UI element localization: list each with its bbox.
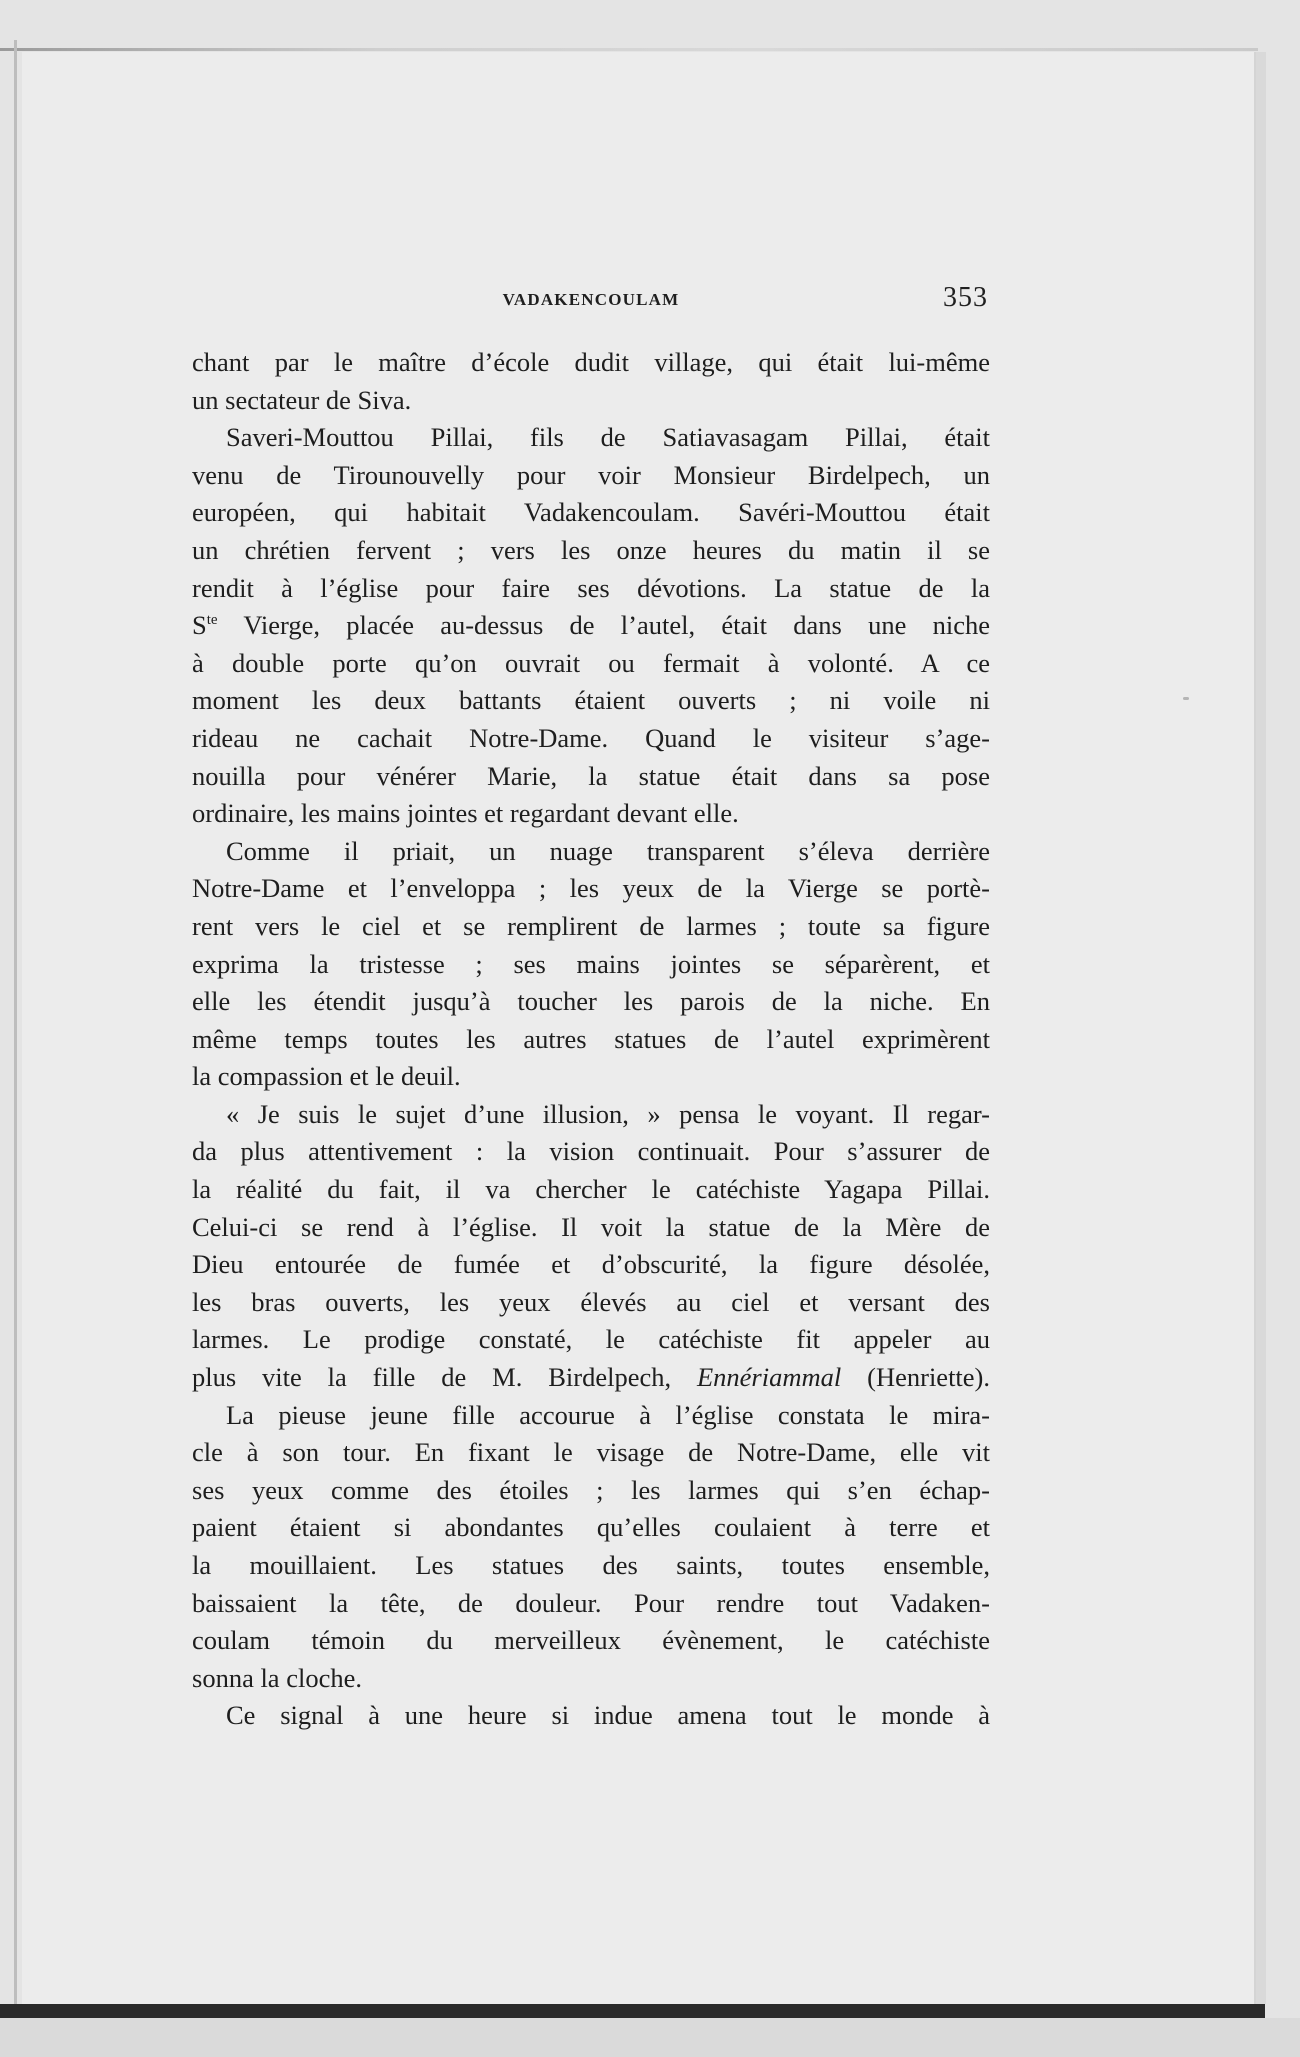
text-line: même temps toutes les autres statues de l’autel exprimèrent <box>192 1023 990 1054</box>
text-line: coulam témoin du merveilleux évènement, le catéchiste <box>192 1625 990 1656</box>
text-line-with-abbrev <box>192 607 990 645</box>
text-line: un chrétien fervent ; vers les onze heures du matin il se <box>192 534 990 565</box>
paper-speck <box>1183 697 1189 700</box>
text-line: rendit à l’église pour faire ses dévotions. La statue de la <box>192 572 990 603</box>
italic-name: Ennériammal <box>696 1362 842 1393</box>
text-line: « Je suis le sujet d’une illusion, » pensa le voyant. Il regar- <box>226 1098 990 1129</box>
scan-right-edge <box>1256 52 1266 2004</box>
text-line: ses yeux comme des étoiles ; les larmes qui s’en échap- <box>192 1474 990 1505</box>
scan-left-edge <box>14 40 17 2030</box>
text-line: à double porte qu’on ouvrait ou fermait à volonté. A ce <box>192 647 990 678</box>
saint-abbrev-sup: te <box>206 612 218 629</box>
text-line: da plus attentivement : la vision continuait. Pour s’assurer de <box>192 1136 990 1167</box>
text-line: elle les étendit jusqu’à toucher les parois de la niche. En <box>192 986 990 1017</box>
text-line: européen, qui habitait Vadakencoulam. Savéri-Mouttou était <box>192 497 990 528</box>
text-line: baissaient la tête, de douleur. Pour rendre tout Vadaken- <box>192 1587 990 1618</box>
running-title: VADAKENCOULAM <box>502 290 680 309</box>
scan-top-edge <box>0 48 1258 51</box>
text-line: chant par le maître d’école dudit village, qui était lui-même <box>192 347 990 377</box>
text-line: les bras ouverts, les yeux élevés au ciel et versant des <box>192 1286 990 1317</box>
scan-bottom-margin <box>0 2018 1300 2057</box>
body-text <box>192 344 990 1735</box>
page-number: 353 <box>943 282 988 313</box>
text-line: la compassion et le deuil. <box>192 1061 461 1092</box>
text-line: la réalité du fait, il va chercher le catéchiste Yagapa Pillai. <box>192 1174 990 1205</box>
scan-bottom-edge <box>0 2004 1265 2018</box>
text-line: Celui-ci se rend à l’église. Il voit la statue de la Mère de <box>192 1211 990 1242</box>
name-paren: (Henriette). <box>867 1362 991 1393</box>
text-line-with-italic <box>192 1359 990 1397</box>
text-line: exprima la tristesse ; ses mains jointes se séparèrent, et <box>192 948 990 979</box>
text-line: sonna la cloche. <box>192 1662 362 1693</box>
text-line: Comme il priait, un nuage transparent s’éleva derrière <box>226 835 990 866</box>
text-line: larmes. Le prodige constaté, le catéchiste fit appeler au <box>192 1324 990 1355</box>
text-line: La pieuse jeune fille accourue à l’église constata le mira- <box>226 1399 990 1430</box>
text-line: Dieu entourée de fumée et d’obscurité, la figure désolée, <box>192 1249 990 1280</box>
text-line: rent vers le ciel et se remplirent de larmes ; toute sa figure <box>192 910 990 941</box>
text-line: la mouillaient. Les statues des saints, toutes ensemble, <box>192 1550 990 1580</box>
text-line: paient étaient si abondantes qu’elles coulaient à terre et <box>192 1512 990 1543</box>
text-line: Saveri-Mouttou Pillai, fils de Satiavasagam Pillai, était <box>226 422 990 453</box>
text-line-start: plus vite la fille de M. Birdelpech, <box>192 1362 672 1393</box>
text-line: rideau ne cachait Notre-Dame. Quand le visiteur s’age- <box>192 722 990 753</box>
text-line: un sectateur de Siva. <box>192 384 412 415</box>
text-line: Ce signal à une heure si indue amena tout le monde à <box>226 1700 990 1731</box>
text-line: Notre-Dame et l’enveloppa ; les yeux de la Vierge se portè- <box>192 873 990 904</box>
saint-abbrev: S <box>192 610 207 641</box>
text-line: cle à son tour. En fixant le visage de Notre-Dame, elle vit <box>192 1437 990 1468</box>
text-line: venu de Tirounouvelly pour voir Monsieur Birdelpech, un <box>192 459 990 490</box>
text-line: moment les deux battants étaient ouverts ; ni voile ni <box>192 685 990 716</box>
running-head <box>192 282 990 322</box>
text-line: ordinaire, les mains jointes et regardant devant elle. <box>192 798 739 829</box>
text-line: nouilla pour vénérer Marie, la statue était dans sa pose <box>192 760 990 791</box>
text-line-rest: Vierge, placée au-dessus de l’autel, était dans une niche <box>243 610 990 641</box>
